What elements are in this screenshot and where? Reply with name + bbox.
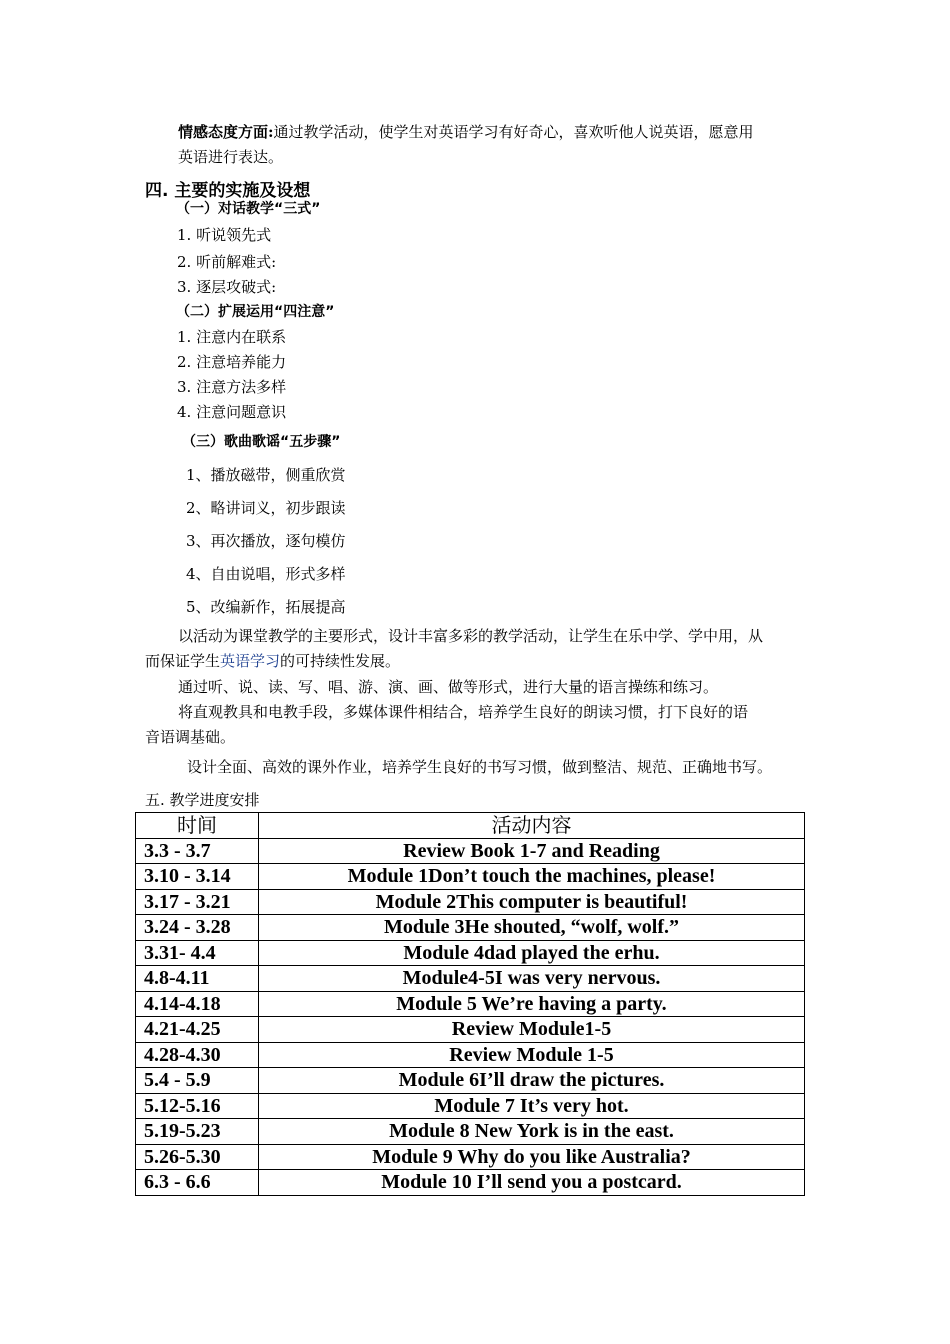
- activity-cell: Module4-5I was very nervous.: [259, 966, 805, 992]
- time-cell: 5.19-5.23: [136, 1119, 259, 1145]
- para4: 设计全面、高效的课外作业，培养学生良好的书写习惯，做到整洁、规范、正确地书写。: [187, 758, 773, 776]
- attitude-line-2: 英语进行表达。: [178, 148, 284, 166]
- activity-cell: Review Module1-5: [259, 1017, 805, 1043]
- table-row: [136, 940, 805, 966]
- activity-cell: Module 5 We’re having a party.: [259, 991, 805, 1017]
- time-cell: 5.4 - 5.9: [136, 1068, 259, 1094]
- time-cell: 4.28-4.30: [136, 1042, 259, 1068]
- activity-cell: Module 10 I’ll send you a postcard.: [259, 1170, 805, 1196]
- attitude-label: 情感态度方面:: [178, 123, 274, 141]
- attitude-line-1: [178, 120, 754, 145]
- activity-cell: Module 3He shouted, “wolf, wolf.”: [259, 915, 805, 941]
- para1-line2: [145, 649, 400, 674]
- time-cell: 5.12-5.16: [136, 1093, 259, 1119]
- time-cell: 3.17 - 3.21: [136, 889, 259, 915]
- time-cell: 3.31- 4.4: [136, 940, 259, 966]
- time-cell: 4.8-4.11: [136, 966, 259, 992]
- songs-item: 1、播放磁带，侧重欣赏: [186, 466, 346, 484]
- dialogue-item: 1. 听说领先式: [177, 226, 272, 244]
- table-row: [136, 1068, 805, 1094]
- time-cell: 5.26-5.30: [136, 1144, 259, 1170]
- table-row: [136, 1170, 805, 1196]
- table-row: [136, 1042, 805, 1068]
- schedule-table: [135, 812, 805, 1196]
- extension-item: 4. 注意问题意识: [177, 403, 287, 421]
- activity-cell: Module 4dad played the erhu.: [259, 940, 805, 966]
- time-cell: 4.14-4.18: [136, 991, 259, 1017]
- table-row: [136, 1144, 805, 1170]
- songs-item: 4、自由说唱，形式多样: [186, 565, 346, 583]
- time-cell: 4.21-4.25: [136, 1017, 259, 1043]
- column-header-activity: 活动内容: [259, 813, 805, 839]
- time-cell: 3.10 - 3.14: [136, 864, 259, 890]
- activity-cell: Module 1Don’t touch the machines, please!: [259, 864, 805, 890]
- songs-item: 3、再次播放，逐句模仿: [186, 532, 346, 550]
- table-row: [136, 864, 805, 890]
- table-row: [136, 1017, 805, 1043]
- column-header-time: 时间: [136, 813, 259, 839]
- time-cell: 3.24 - 3.28: [136, 915, 259, 941]
- table-row: [136, 915, 805, 941]
- table-row: [136, 991, 805, 1017]
- dialogue-title: （一）对话教学“三式”: [176, 201, 321, 217]
- songs-title: （三）歌曲歌谣“五步骤”: [182, 434, 341, 450]
- activity-cell: Module 8 New York is in the east.: [259, 1119, 805, 1145]
- dialogue-item: 3. 逐层攻破式:: [177, 278, 277, 296]
- section5-heading: 五. 教学进度安排: [145, 791, 260, 809]
- table-row: [136, 1093, 805, 1119]
- para3-line1: 将直观教具和电教手段，多媒体课件相结合，培养学生良好的朗读习惯，打下良好的语: [178, 703, 749, 721]
- table-row: [136, 1119, 805, 1145]
- table-row: [136, 838, 805, 864]
- songs-item: 2、略讲词义，初步跟读: [186, 499, 346, 517]
- para1-text-a: 而保证学生: [145, 652, 221, 670]
- activity-cell: Review Book 1-7 and Reading: [259, 838, 805, 864]
- extension-item: 1. 注意内在联系: [177, 328, 287, 346]
- section4-heading: 四. 主要的实施及设想: [145, 181, 311, 201]
- activity-cell: Module 7 It’s very hot.: [259, 1093, 805, 1119]
- para2: 通过听、说、读、写、唱、游、演、画、做等形式，进行大量的语言操练和练习。: [178, 678, 719, 696]
- activity-cell: Module 6I’ll draw the pictures.: [259, 1068, 805, 1094]
- dialogue-item: 2. 听前解难式:: [177, 253, 277, 271]
- activity-cell: Module 9 Why do you like Australia?: [259, 1144, 805, 1170]
- activity-cell: Review Module 1-5: [259, 1042, 805, 1068]
- english-learning-link[interactable]: 英语学习: [220, 652, 281, 670]
- extension-title: （二）扩展运用“四注意”: [176, 304, 335, 320]
- extension-item: 2. 注意培养能力: [177, 353, 287, 371]
- para1-text-b: 的可持续性发展。: [280, 652, 401, 670]
- time-cell: 3.3 - 3.7: [136, 838, 259, 864]
- attitude-text: 通过教学活动，使学生对英语学习有好奇心，喜欢听他人说英语，愿意用: [273, 123, 754, 141]
- songs-item: 5、改编新作，拓展提高: [186, 598, 346, 616]
- table-row: [136, 966, 805, 992]
- time-cell: 6.3 - 6.6: [136, 1170, 259, 1196]
- para3-line2: 音语调基础。: [145, 728, 236, 746]
- para1-line1: 以活动为课堂教学的主要形式，设计丰富多彩的教学活动，让学生在乐中学、学中用，从: [178, 627, 764, 645]
- table-header-row: [136, 813, 805, 839]
- extension-item: 3. 注意方法多样: [177, 378, 287, 396]
- activity-cell: Module 2This computer is beautiful!: [259, 889, 805, 915]
- table-row: [136, 889, 805, 915]
